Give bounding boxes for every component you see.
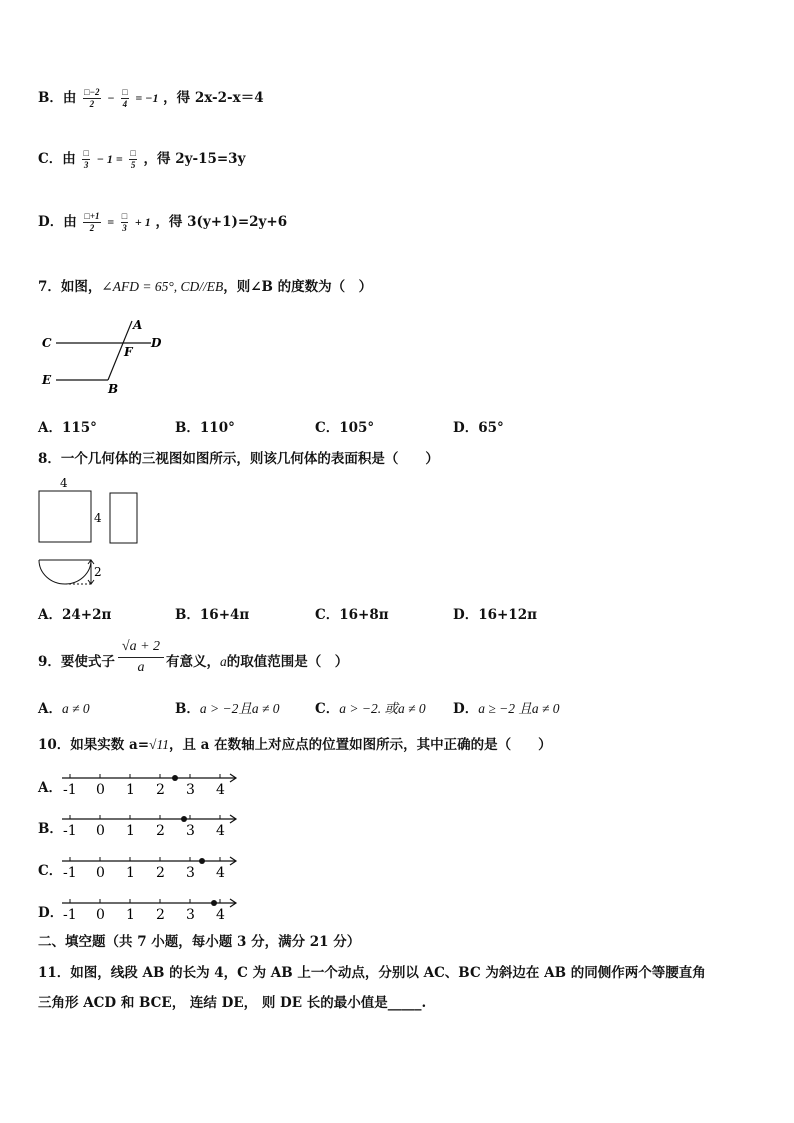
q6-d-frac1 [83,212,100,233]
q8-option-a[interactable]: A．24+2π [38,607,112,623]
point-a [181,816,187,822]
q6-b-result: ，得 2x-2-x＝4 [163,90,264,106]
tick-label: 0 [96,782,105,798]
number-line [58,770,268,800]
tick-label: -1 [63,865,77,881]
q6-b-den1: 2 [89,99,95,109]
q6-d-tail: + 1 [134,215,151,229]
q9-stem-a: 9．要使式子 [38,654,115,670]
tick-label: 4 [216,907,225,923]
q9-stem-c: 的取值范围是（ ） [226,654,349,670]
q9-option-c[interactable] [315,697,426,717]
tick-label: 1 [126,865,135,881]
q9-c-math: a > −2. 或a ≠ 0 [339,701,426,716]
q9-var: a [220,654,227,669]
q6-d-num1: □+1 [84,211,100,221]
q6-c-result: ，得 2y-15=3y [143,151,246,167]
q6-c-num2: □ [130,148,136,158]
q8-option-d[interactable]: D．16+12π [453,607,537,623]
q6-b-num1: □−2 [84,87,100,97]
tick-label: 1 [126,782,135,798]
tick-label: 3 [186,782,195,798]
q8-option-c[interactable]: C．16+8π [315,607,389,623]
point-a [199,858,205,864]
q7-stem-a: 7．如图， [38,279,102,295]
q6-c-mid: − 1 = [96,152,123,166]
label-d: D [151,336,162,350]
q6-c-frac2 [129,149,136,170]
q8-stem: 8．一个几何体的三视图如图所示，则该几何体的表面积是（ ） [38,451,439,467]
q6-b-frac1 [83,88,100,109]
q6-b-rhs: = −1 [135,91,159,105]
q9-b-math: a > −2且a ≠ 0 [199,701,280,716]
tick-label: 0 [96,907,105,923]
q6-d-label: D．由 [38,214,77,230]
tick-label: 4 [216,823,225,839]
q6-b-label: B．由 [38,90,77,106]
q10-stem [38,733,552,753]
q6-c-label: C．由 [38,151,76,167]
q9-option-b[interactable] [175,697,280,717]
label-f: F [124,345,133,359]
dim-side: 4 [94,511,102,525]
tick-label: 2 [156,782,165,798]
q6-b-frac2 [121,88,128,109]
q6-option-c [38,147,245,170]
section-2-heading: 二、填空题（共 7 小题，每小题 3 分，满分 21 分） [38,934,361,950]
side-view [110,493,137,543]
tick-label: 1 [126,907,135,923]
q10-option-label: D． [38,905,64,921]
q6-d-mid: = [107,215,115,229]
label-c: C [42,336,52,350]
q10-stem-b: ，且 a 在数轴上对应点的位置如图所示，其中正确的是（ ） [168,737,552,753]
tick-label: 0 [96,865,105,881]
q6-c-num1: □ [83,148,89,158]
q11-line-1: 11．如图，线段 AB 的长为 4，C 为 AB 上一个动点，分别以 AC、BC 为斜边在 AB 的同侧作两个等腰直角 [38,965,706,981]
q9-denominator: a [137,660,145,675]
q6-d-den1: 2 [89,223,95,233]
q8-option-b[interactable]: B．16+4π [175,607,250,623]
q7-stem-math: ∠AFD = 65°, CD//EB [101,279,224,294]
point-a [172,775,178,781]
q9-c-label: C． [315,701,340,717]
number-line [58,811,268,841]
q6-c-frac1 [82,149,89,170]
q6-d-frac2 [121,212,128,233]
q10-stem-a: 10．如果实数 a= [38,737,150,753]
q6-option-b [38,86,264,109]
q10-sqrt: √11 [149,737,169,752]
q6-b-num2: □ [122,87,128,97]
q6-option-d [38,210,287,233]
q7-stem-b: ，则∠B 的度数为（ ） [223,279,373,295]
q7-option-c[interactable]: C．105° [315,420,375,436]
q9-stem-b: 有意义， [166,654,220,670]
q9-option-d[interactable] [453,697,560,717]
q6-d-result: ，得 3(y+1)=2y+6 [155,214,288,230]
q8-three-views [34,474,154,589]
tick-label: 3 [186,865,195,881]
tick-label: 4 [216,782,225,798]
q10-option-label: A． [38,780,62,796]
q7-figure [36,316,176,398]
tick-label: 3 [186,823,195,839]
label-a: A [133,318,143,332]
q9-stem-rest [166,650,348,670]
q9-d-math: a ≥ −2 且a ≠ 0 [478,701,560,716]
label-e: E [42,373,52,387]
q9-d-label: D． [453,701,479,717]
q7-option-b[interactable]: B．110° [175,420,235,436]
tick-label: 4 [216,865,225,881]
label-b: B [108,382,119,396]
tick-label: 2 [156,823,165,839]
q7-option-a[interactable]: A．115° [38,420,97,436]
q10-option-label: C． [38,863,63,879]
front-view [39,491,91,542]
q9-fraction [118,639,164,676]
q6-c-den2: 5 [130,160,136,170]
tick-label: -1 [63,782,77,798]
q11-line-2: 三角形 ACD 和 BCE， 连结 DE， 则 DE 长的最小值是_____. [38,995,427,1011]
q6-c-den1: 3 [83,160,89,170]
q7-option-d[interactable]: D．65° [453,420,504,436]
point-a [211,900,217,906]
tick-label: 2 [156,907,165,923]
q9-a-math: a ≠ 0 [61,701,90,716]
tick-label: 1 [126,823,135,839]
number-line [58,895,268,925]
q9-numerator: √a + 2 [118,639,164,658]
q6-d-den2: 3 [122,223,127,233]
q7-stem [38,275,372,295]
q6-b-den2: 4 [122,99,128,109]
q6-b-minus: − [107,91,115,105]
tick-label: 2 [156,865,165,881]
number-line [58,853,268,883]
tick-label: -1 [63,907,77,923]
dim-top: 4 [60,476,68,490]
dim-height: 2 [94,565,102,579]
top-view-semicircle [39,560,91,584]
q10-option-label: B． [38,821,63,837]
q6-d-num2: □ [121,211,128,221]
tick-label: 3 [186,907,195,923]
q9-a-label: A． [38,701,62,717]
q9-option-a[interactable] [38,697,90,717]
tick-label: 0 [96,823,105,839]
tick-label: -1 [63,823,77,839]
q9-b-label: B． [175,701,200,717]
